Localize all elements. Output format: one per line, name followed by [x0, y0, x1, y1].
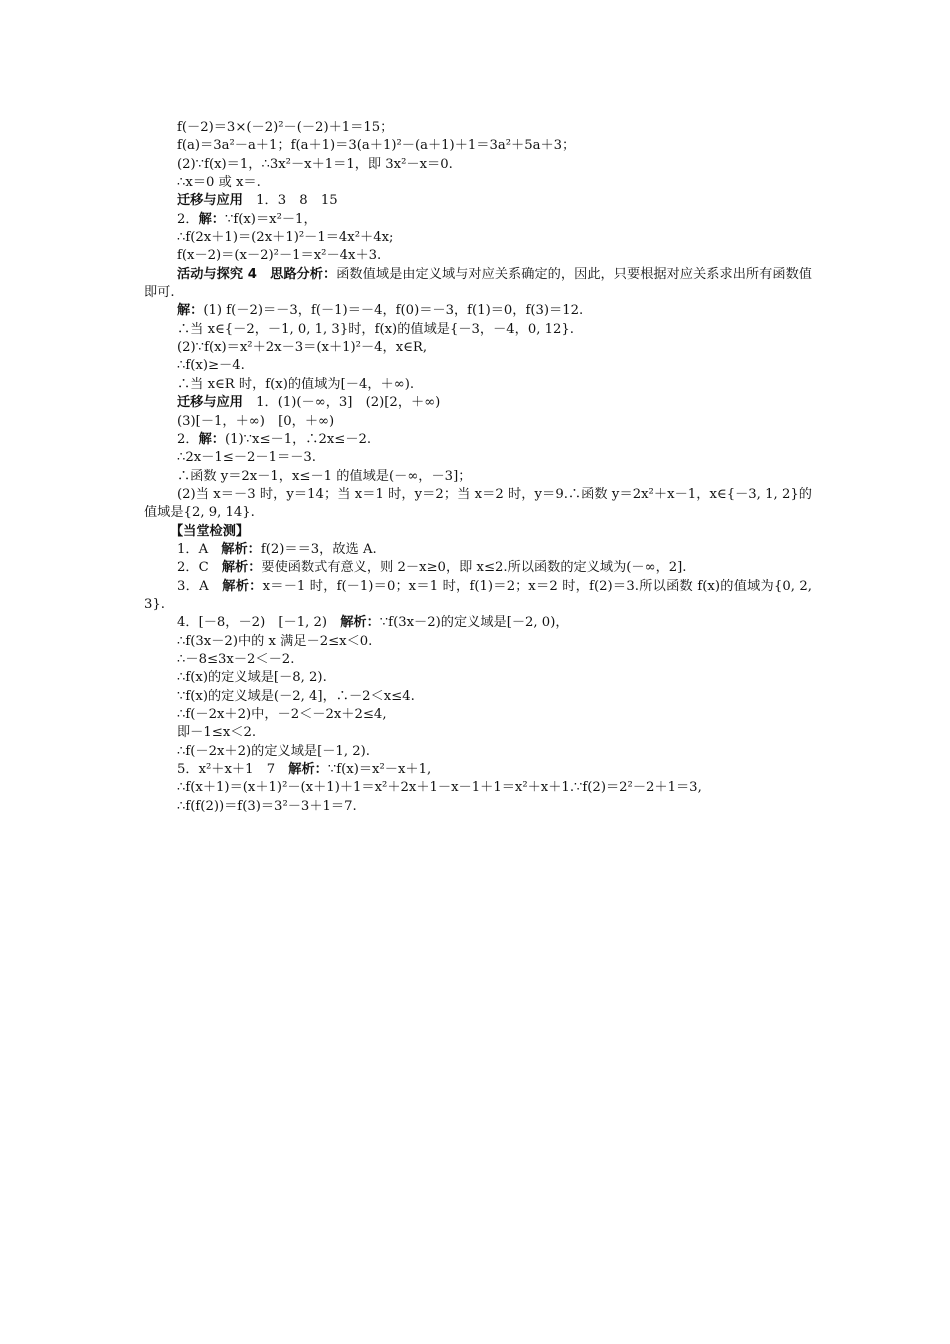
paragraph: [144, 486, 812, 523]
section-heading: 活动与探究 4 思路分析：: [177, 266, 337, 282]
solution-label: 解：: [198, 431, 225, 447]
paragraph: [144, 266, 812, 303]
line-text: ∴f(x＋1)＝(x＋1)²－(x＋1)＋1＝x²＋2x＋1－x－1＋1＝x²＋x＋1.∵f(2)＝2²－2＋1＝3,: [177, 780, 702, 796]
line-text: ∴当 x∈{－2，－1, 0, 1, 3}时，f(x)的值域是{－3，－4，0, 12}.: [177, 321, 575, 337]
line-text: f(a)＝3a²－a＋1；f(a＋1)＝3(a＋1)²－(a＋1)＋1＝3a²＋5a＋3；: [177, 138, 576, 154]
solution-label: 解：: [177, 303, 204, 319]
item-number: 5．x²＋x＋1 7: [177, 762, 289, 778]
section-heading: 【当堂检测】: [170, 523, 250, 539]
line-text: ∴x＝0 或 x＝.: [177, 175, 261, 191]
solution-label: 解：: [198, 211, 225, 227]
line-text: (2)∵f(x)＝x²＋2x－3＝(x＋1)²－4，x∈R,: [177, 340, 428, 356]
line-text: f(x－2)＝(x－2)²－1＝x²－4x＋3.: [177, 248, 382, 264]
item-number: 3．A: [177, 578, 223, 594]
text-line: [144, 651, 812, 669]
answer-text-block: [144, 119, 812, 816]
text-line: [144, 229, 812, 247]
text-line: [144, 119, 812, 137]
section-heading: 迁移与应用: [177, 193, 243, 209]
paragraph: [144, 578, 812, 615]
text-line: [144, 761, 812, 779]
line-text: ∵f(x)的定义域是(－2, 4]，∴－2＜x≤4.: [177, 688, 415, 704]
text-line: [144, 302, 812, 320]
line-text: 函数值域是由定义域与对应关系确定的，因此，只要根据对应关系求出所有函数值即可.: [144, 266, 812, 301]
line-text: ∴f(－2x＋2)的定义域是[－1, 2).: [177, 743, 370, 759]
line-text: 要使函数式有意义，则 2－x≥0，即 x≤2.所以函数的定义域为(－∞，2].: [261, 560, 687, 576]
line-text: 1．(1)(－∞，3] (2)[2，＋∞): [242, 395, 441, 411]
line-text: ∵f(x)＝x²－1，: [224, 211, 317, 227]
line-text: ∴f(3x－2)中的 x 满足－2≤x＜0.: [177, 633, 373, 649]
text-line: [144, 614, 812, 632]
text-line: [144, 669, 812, 687]
text-line: [144, 376, 812, 394]
paragraph: [144, 559, 812, 577]
text-line: [144, 339, 812, 357]
paragraph: [144, 779, 812, 797]
text-line: [144, 211, 812, 229]
text-line: [144, 431, 812, 449]
text-line: [144, 174, 812, 192]
line-text: ∴－8≤3x－2＜－2.: [177, 651, 295, 667]
line-text: ∵f(3x－2)的定义域是[－2, 0)，: [379, 615, 569, 631]
text-line: [144, 413, 812, 431]
section-line: [144, 394, 812, 412]
text-line: [144, 541, 812, 559]
item-number: 2．: [177, 431, 199, 447]
analysis-label: 解析：: [288, 762, 328, 778]
item-number: 4．[－8，－2) [－1, 2): [177, 615, 341, 631]
line-text: (1) f(－2)＝－3，f(－1)＝－4，f(0)＝－3，f(1)＝0，f(3)＝12.: [203, 303, 584, 319]
analysis-label: 解析：: [340, 615, 380, 631]
line-text: ∴2x－1≤－2－1＝－3.: [177, 450, 316, 466]
line-text: (3)[－1，＋∞) [0，＋∞): [177, 413, 335, 429]
line-text: (2)当 x＝－3 时，y＝14；当 x＝1 时，y＝2；当 x＝2 时，y＝9.∴函数 y＝2x²＋x－1，x∈{－3, 1, 2}的值域是{2, 9, 14}.: [144, 486, 812, 521]
text-line: [144, 633, 812, 651]
line-text: ∴f(－2x＋2)中，－2＜－2x＋2≤4,: [177, 707, 387, 722]
text-line: [144, 247, 812, 265]
analysis-label: 解析：: [221, 541, 261, 557]
text-line: [144, 743, 812, 761]
line-text: (1)∵x≤－1，∴2x≤－2.: [224, 431, 372, 447]
line-text: x＝－1 时，f(－1)＝0；x＝1 时，f(1)＝2；x＝2 时，f(2)＝3.所以函数 f(x)的值域为{0, 2, 3}.: [144, 578, 812, 612]
line-text: ∵f(x)＝x²－x＋1,: [327, 762, 432, 778]
line-text: ∴f(f(2))＝f(3)＝3²－3＋1＝7.: [177, 798, 357, 814]
text-line: [144, 468, 812, 486]
text-line: [144, 357, 812, 375]
section-heading: 迁移与应用: [177, 395, 243, 411]
text-line: [144, 724, 812, 742]
line-text: ∴f(x)≥－4.: [177, 358, 245, 374]
text-line: [144, 137, 812, 155]
item-number: 2．: [177, 211, 199, 227]
section-line: [144, 523, 812, 541]
text-line: [144, 321, 812, 339]
text-line: [144, 688, 812, 706]
line-text: f(－2)＝3×(－2)²－(－2)＋1＝15；: [177, 120, 394, 135]
item-number: 1．A: [177, 541, 222, 557]
text-line: [144, 798, 812, 816]
section-line: [144, 192, 812, 210]
analysis-label: 解析：: [221, 560, 262, 576]
line-text: 1．3 8 15: [242, 193, 338, 209]
item-number: 2．C: [177, 560, 222, 576]
text-line: [144, 449, 812, 467]
line-text: ∴当 x∈R 时，f(x)的值域为[－4，＋∞).: [177, 376, 415, 392]
line-text: ∴f(2x＋1)＝(2x＋1)²－1＝4x²＋4x;: [177, 230, 394, 246]
line-text: 即－1≤x＜2.: [177, 725, 257, 741]
line-text: ∴f(x)的定义域是[－8, 2).: [177, 670, 327, 686]
line-text: (2)∵f(x)＝1，∴3x²－x＋1＝1，即 3x²－x＝0.: [177, 156, 453, 172]
line-text: f(2)＝＝3，故选 A.: [260, 541, 377, 557]
line-text: ∴函数 y＝2x－1，x≤－1 的值域是(－∞，－3]；: [177, 468, 472, 484]
analysis-label: 解析：: [222, 578, 263, 594]
text-line: [144, 706, 812, 724]
text-line: [144, 156, 812, 174]
